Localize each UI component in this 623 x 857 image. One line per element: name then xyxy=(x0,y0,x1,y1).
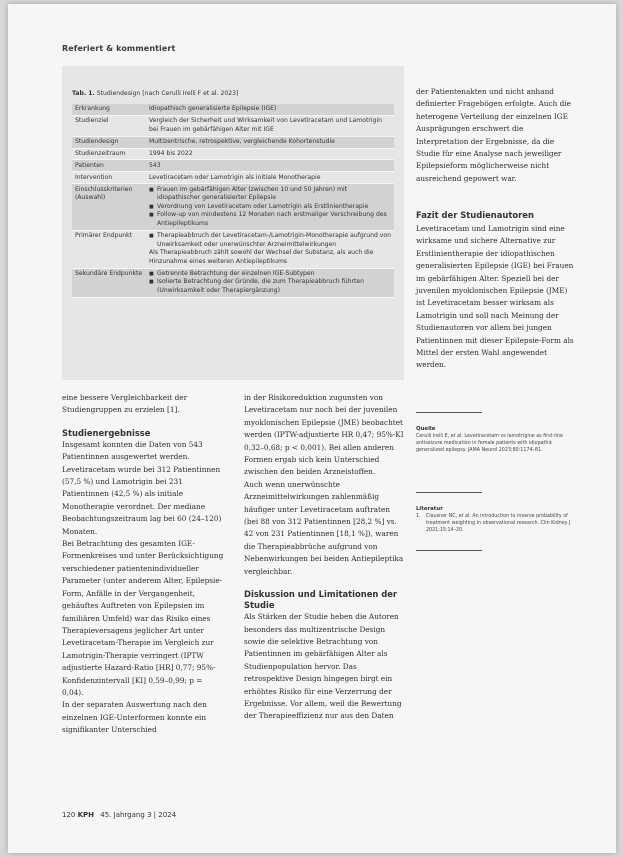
literatur-title: Literatur xyxy=(416,506,443,512)
row-key: Erkrankung xyxy=(72,104,146,115)
results-paragraph-2: Bei Betrachtung des gesamten IGE-Formenkreises und unter Berücksichtigung verschiedener patientenindividueller Parameter (unter anderem Alter, Epilepsie-Form, Anfälle in der Vergangenheit, gehäuftes Auftreten von Epilepsien im familiären Umfeld) war das Risiko eines Therapieversagens jeglicher Art unter Levetiracetam-Therapie im Vergleich zur Lamotrigin-Therapie verringert (IPTW adjustierte Hazard-Ratio [HR] 0,77; 95%-Konfidenzintervall [KI] 0,59–0,99; p = 0,04). xyxy=(62,539,224,697)
quelle-title: Quelle xyxy=(416,426,436,432)
quelle-block xyxy=(416,425,574,455)
sekundaer-list xyxy=(149,270,391,296)
right-column-continuation: der Patientenakten und nicht anhand definierter Fragebögen erfolgte. Auch die heterogene Verteilung der einzelnen IGE Ausprägungen erschwert die Interpretation der Ergebnisse, da die Studie für eine Analyse nach jeweiliger Epilepsieform möglicherweise nicht ausreichend gepowert war. xyxy=(416,87,571,183)
body-column-2 xyxy=(244,392,406,723)
fazit-text: Levetiracetam und Lamotrigin sind eine wirksame und sichere Alternative zur Erstlinientherapie der idiopathischen generalisierten Epilepsie (IGE) bei Frauen im gebärfähigen Alter. Speziell bei der juvenilen myoklonischen Epilepsie (JME) ist Levetiracetam besser wirksam als Lamotrigin und soll nach Meinung der Studienautoren vor allem bei jungen Patientinnen mit dieser Epilepsie-Form als Mittel der ersten Wahl angewendet werden. xyxy=(416,224,574,370)
divider xyxy=(416,492,482,493)
row-value xyxy=(146,230,394,268)
table-row xyxy=(72,160,394,172)
divider xyxy=(416,550,482,551)
fazit-heading: Fazit der Studienautoren xyxy=(416,210,534,220)
row-key: Einschlusskriterien (Auswahl) xyxy=(72,184,146,230)
row-key: Sekundäre Endpunkte xyxy=(72,268,146,297)
results-heading: Studienergebnisse xyxy=(62,427,151,438)
primaer-note: Als Therapieabbruch zählt sowohl der Wechsel der Substanz, als auch die Hinzunahme eines weiteren Antiepileptikums xyxy=(149,249,374,265)
table-caption-number: Tab. 1. xyxy=(72,90,95,97)
einschluss-list xyxy=(149,186,391,229)
study-design-table xyxy=(72,104,394,298)
body-column-1 xyxy=(62,392,224,737)
intro-paragraph: eine bessere Vergleichbarkeit der Studiengruppen zu erzielen [1]. xyxy=(62,393,188,415)
page-number: 120 xyxy=(62,811,76,819)
table-row xyxy=(72,172,394,184)
quelle-text: Cerulli Irelli E, et al. Levetiracetam vs lamotrigine as first-line antiseizure medication in female patients with idiopathic generalized epilepsy. JAMA Neurol 2023;80:1174–81. xyxy=(416,434,563,454)
journal-name: KPH xyxy=(77,811,95,819)
results-paragraph-3: In der separaten Auswertung nach den einzelnen IGE-Unterformen konnte ein signifikanter Unterschied xyxy=(62,700,207,735)
divider xyxy=(416,412,482,413)
table-row xyxy=(72,136,394,148)
literatur-block xyxy=(416,505,574,535)
literatur-entry xyxy=(416,513,574,535)
row-value: Idiopathisch generalisierte Epilepsie (IGE) xyxy=(146,104,394,115)
table-row-sekundaer xyxy=(72,268,394,297)
row-value: Vergleich der Sicherheit und Wirksamkeit von Levetiracetam und Lamotrigin bei Frauen im gebärfähigen Alter mit IGE xyxy=(146,115,394,136)
row-key: Primärer Endpunkt xyxy=(72,230,146,268)
section-label: Referiert & kommentiert xyxy=(62,44,176,53)
discussion-paragraph: Als Stärken der Studie heben die Autoren besonders das multizentrische Design sowie die selektive Betrachtung von Patientinnen im gebärfähigen Alter als Studienpopulation hervor. Das retrospektive Design hingegen birgt ein erhöhtes Risiko für eine Verzerrung der Ergebnisse. Vor allem, weil die Bewertung der Therapieeffizienz nur aus den Daten xyxy=(244,612,402,721)
list-item: ■ Follow-up von mindestens 12 Monaten nach erstmaliger Verschreibung des Antiepileptikums xyxy=(149,211,391,228)
discussion-heading: Diskussion und Limitationen der Studie xyxy=(244,589,398,611)
list-item: ■ Isolierte Betrachtung der Gründe, die zum Therapieabbruch führten (Unwirksamkeit oder Therapiergänzung) xyxy=(149,278,391,295)
row-value xyxy=(146,184,394,230)
row-value: 1994 bis 2022 xyxy=(146,148,394,160)
results-paragraph-1: Insgesamt konnten die Daten von 543 Patientinnen ausgewertet werden. Levetiracetam wurde bei 312 Patientinnen (57,5 %) und Lamotrigin bei 231 Patientinnen (42,5 %) als initiale Monotherapie verordnet. Der mediane Beobachtungszeitraum lag bei 60 (24–120) Monaten. xyxy=(62,439,222,536)
row-value xyxy=(146,268,394,297)
primaer-list xyxy=(149,232,391,249)
list-item: ■ Frauen im gebärfähigen Alter (zwischen 10 und 50 Jahren) mit idiopathischer generalisierter Epilepsie xyxy=(149,186,391,203)
fazit-block xyxy=(416,210,574,372)
list-item: ■ Therapieabbruch der Levetiracetam-/Lamotrigin-Monotherapie aufgrund von Unwirksamkeit oder unerwünschter Arzneimittelwirkungen xyxy=(149,232,391,249)
row-key: Studienzeitraum xyxy=(72,148,146,160)
journal-issue: 45. Jahrgang 3 | 2024 xyxy=(100,811,177,819)
table-row xyxy=(72,148,394,160)
literatur-text: Clausner NC, et al. An introduction to inverse probability of treatment weighting in observational research. Clin Kidney J 2021;15:14–20. xyxy=(426,514,571,534)
table-caption xyxy=(72,90,238,97)
row-value: Levetiracetam oder Lamotrigin als initiale Monotherapie xyxy=(146,172,394,184)
table-row xyxy=(72,104,394,115)
row-key: Studiendesign xyxy=(72,136,146,148)
results-paragraph-4: in der Risikoreduktion zugunsten von Levetiracetam nur noch bei der juvenilen myoklonischen Epilepsie (JME) beobachtet werden (IPTW-adjustierte HR 0,47; 95%-KI 0,32–0,68; p < 0,001). Bei allen anderen Formen ergab sich kein Unterschied zwischen den beiden Arzneistoffen. xyxy=(244,393,404,477)
table-row-einschluss xyxy=(72,184,394,230)
list-item: ■ Getrennte Betrachtung der einzelnen IGE-Subtypen xyxy=(149,270,391,279)
row-key: Studienziel xyxy=(72,115,146,136)
row-value: 543 xyxy=(146,160,394,172)
list-item: ■ Verordnung von Levetiracetam oder Lamotrigin als Erstlinientherapie xyxy=(149,203,391,212)
row-key: Intervention xyxy=(72,172,146,184)
table-row-primaer xyxy=(72,230,394,268)
row-key: Patienten xyxy=(72,160,146,172)
results-paragraph-5: Auch wenn unerwünschte Arzneimittelwirkungen zahlenmäßig häufiger unter Levetiracetam auftraten (bei 88 von 312 Patientinnen [28,2 %] vs. 42 von 231 Patientinnen [18,1 %]), waren die Therapieabbrüche aufgrund von Nebenwirkungen bei beiden Antiepileptika vergleichbar. xyxy=(244,479,404,576)
row-value: Multizentrische, retrospektive, vergleichende Kohortenstudie xyxy=(146,136,394,148)
table-row xyxy=(72,115,394,136)
page-footer xyxy=(62,811,176,819)
table-caption-text: Studiendesign [nach Cerulli Irelli F et al. 2023] xyxy=(96,90,239,97)
literatur-number: 1. xyxy=(416,514,421,519)
